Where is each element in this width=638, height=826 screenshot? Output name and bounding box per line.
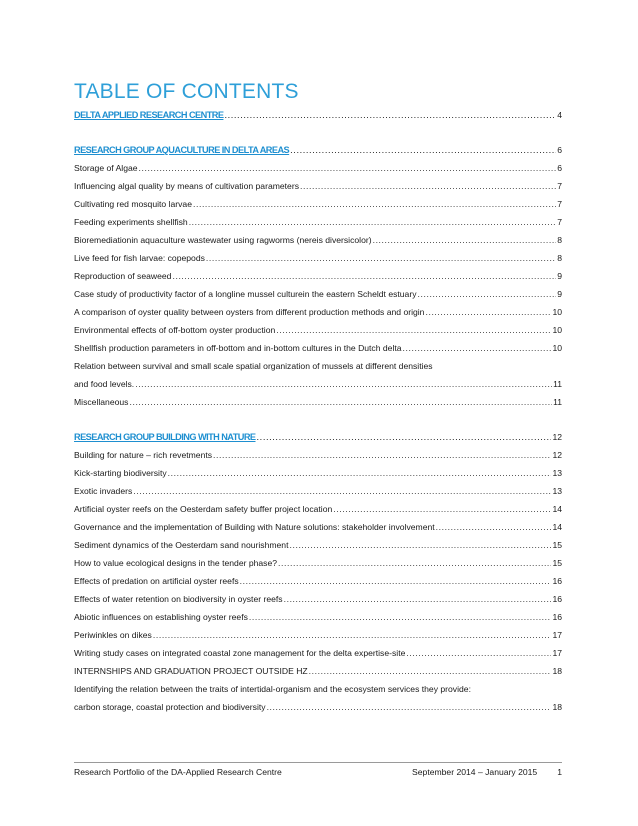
toc-dot-leader [193, 199, 556, 210]
toc-entry[interactable] [74, 630, 562, 648]
toc-entry-title: Cultivating red mosquito larvae [74, 199, 192, 209]
toc-entry[interactable] [74, 558, 562, 576]
toc-entry[interactable] [74, 468, 562, 486]
toc-entry[interactable] [74, 450, 562, 468]
toc-entry-page: 16 [552, 594, 562, 604]
toc-entry[interactable] [74, 504, 562, 522]
toc-dot-leader [249, 612, 552, 623]
toc-entry-title: Periwinkles on dikes [74, 630, 152, 640]
toc-dot-leader [436, 522, 552, 533]
toc-dot-leader [168, 468, 552, 479]
toc-entry-page: 12 [552, 450, 562, 460]
toc-entry-title: and food levels. [74, 379, 135, 389]
toc-entry[interactable] [74, 540, 562, 558]
toc-entry-title: Bioremediationin aquaculture wastewater using ragworms (nereis diversicolor) [74, 235, 372, 245]
toc-entry[interactable] [74, 325, 562, 343]
toc-entry-page: 18 [552, 666, 562, 676]
toc-entry-title: Kick-starting biodiversity [74, 468, 167, 478]
toc-entry[interactable] [74, 612, 562, 630]
toc-entry-title: Environmental effects of off-bottom oyster production [74, 325, 276, 335]
toc-entry-title: Exotic invaders [74, 486, 133, 496]
toc-entry[interactable] [74, 235, 562, 253]
toc-entry-title: Effects of water retention on biodiversity in oyster reefs [74, 594, 283, 604]
toc-entry-page: 15 [552, 558, 562, 568]
page-footer [74, 767, 562, 777]
toc-entry-title: Artificial oyster reefs on the Oesterdam safety buffer project location [74, 504, 333, 514]
toc-entry-page: 17 [552, 648, 562, 658]
toc-entry[interactable] [74, 271, 562, 289]
toc-dot-leader [289, 540, 551, 551]
toc-entry[interactable] [74, 486, 562, 504]
toc-dot-leader [373, 235, 557, 246]
toc-entry-page: 11 [553, 397, 562, 407]
footer-date-range: September 2014 – January 2015 [412, 767, 538, 777]
toc-entry-page: 13 [552, 486, 562, 496]
toc-entry-page: 6 [557, 163, 562, 173]
toc-dot-leader [129, 397, 552, 408]
toc-entry-title: Shellfish production parameters in off-bottom and in-bottom cultures in the Dutch delta [74, 343, 402, 353]
toc-entry[interactable] [74, 307, 562, 325]
toc-dot-leader [309, 666, 552, 677]
toc-entry-title: INTERNSHIPS AND GRADUATION PROJECT OUTSIDE HZ [74, 666, 308, 676]
toc-dot-leader [172, 271, 556, 282]
toc-entry[interactable] [74, 648, 562, 666]
toc-entry-title: Feeding experiments shellfish [74, 217, 188, 227]
toc-entry[interactable] [74, 181, 562, 199]
toc-entry-page: 14 [552, 504, 562, 514]
toc-entry-title: Relation between survival and small scale spatial organization of mussels at different densities [74, 361, 433, 371]
toc-entry-page: 9 [557, 289, 562, 299]
toc-entry-page: 8 [557, 235, 562, 245]
footer-document-title: Research Portfolio of the DA-Applied Research Centre [74, 767, 282, 777]
toc-entry[interactable] [74, 397, 562, 415]
toc-entry-page: 13 [552, 468, 562, 478]
toc-entry-page: 16 [552, 612, 562, 622]
toc-entry-title: Abiotic influences on establishing oyster reefs [74, 612, 248, 622]
toc-entry[interactable] [74, 253, 562, 271]
toc-dot-leader [333, 504, 551, 515]
toc-entry-title: RESEARCH GROUP BUILDING WITH NATURE [74, 432, 256, 442]
toc-list [74, 110, 562, 720]
toc-entry-title: A comparison of oyster quality between oysters from different production methods and origin [74, 307, 425, 317]
toc-dot-leader [213, 450, 551, 461]
toc-dot-leader [189, 217, 557, 228]
toc-entry-title: RESEARCH GROUP AQUACULTURE IN DELTA AREAS [74, 145, 290, 155]
toc-dot-leader [276, 325, 551, 336]
toc-entry-page: 9 [557, 271, 562, 281]
toc-dot-leader [300, 181, 556, 192]
toc-entry-title: Storage of Algae [74, 163, 138, 173]
toc-section-entry[interactable] [74, 110, 562, 128]
toc-entry[interactable] [74, 594, 562, 612]
toc-entry-title: Influencing algal quality by means of cultivation parameters [74, 181, 299, 191]
toc-entry[interactable] [74, 343, 562, 361]
toc-entry-page: 10 [552, 325, 562, 335]
toc-entry-page: 7 [557, 181, 562, 191]
toc-entry-page: 12 [552, 432, 562, 442]
toc-entry-page: 10 [552, 307, 562, 317]
footer-page-number: 1 [557, 767, 562, 777]
toc-dot-leader [257, 432, 552, 443]
toc-dot-leader [240, 576, 552, 587]
toc-dot-leader [267, 702, 552, 713]
toc-entry-page: 7 [557, 199, 562, 209]
toc-dot-leader [139, 163, 557, 174]
toc-entry[interactable] [74, 199, 562, 217]
toc-entry-title: Reproduction of seaweed [74, 271, 172, 281]
toc-entry-page: 10 [552, 343, 562, 353]
toc-entry-title: carbon storage, coastal protection and biodiversity [74, 702, 266, 712]
toc-entry-title: Sediment dynamics of the Oesterdam sand nourishment [74, 540, 289, 550]
toc-entry-title: Miscellaneous [74, 397, 129, 407]
toc-dot-leader [290, 145, 556, 156]
toc-entry-title: Identifying the relation between the traits of intertidal-organism and the ecosystem services they provide: [74, 684, 471, 694]
toc-entry-page: 15 [552, 540, 562, 550]
toc-dot-leader [284, 594, 552, 605]
toc-entry-page: 18 [552, 702, 562, 712]
toc-dot-leader [406, 648, 551, 659]
toc-entry-title: Case study of productivity factor of a longline mussel culturein the eastern Scheldt estuary [74, 289, 417, 299]
toc-title: TABLE OF CONTENTS [74, 80, 299, 103]
toc-entry-title: Effects of predation on artificial oyster reefs [74, 576, 239, 586]
toc-entry-title: How to value ecological designs in the tender phase? [74, 558, 278, 568]
toc-dot-leader [133, 486, 551, 497]
toc-entry-page: 7 [557, 217, 562, 227]
toc-entry[interactable] [74, 217, 562, 235]
toc-entry[interactable] [74, 702, 562, 720]
toc-entry-page: 11 [553, 379, 562, 389]
toc-entry-title: DELTA APPLIED RESEARCH CENTRE [74, 110, 224, 120]
toc-dot-leader [278, 558, 551, 569]
toc-dot-leader [206, 253, 556, 264]
footer-divider [74, 762, 562, 763]
toc-entry-title: Live feed for fish larvae: copepods [74, 253, 205, 263]
toc-entry[interactable] [74, 684, 562, 702]
toc-dot-leader [153, 630, 552, 641]
toc-dot-leader [418, 289, 557, 300]
document-page [74, 0, 562, 826]
toc-entry-title: Building for nature – rich revetments [74, 450, 213, 460]
toc-entry-page: 8 [557, 253, 562, 263]
toc-section-entry[interactable] [74, 145, 562, 163]
toc-entry-page: 6 [557, 145, 562, 155]
toc-entry-page: 14 [552, 522, 562, 532]
toc-dot-leader [224, 110, 556, 121]
toc-dot-leader [425, 307, 551, 318]
toc-entry[interactable] [74, 666, 562, 684]
toc-entry-page: 16 [552, 576, 562, 586]
toc-section-entry[interactable] [74, 432, 562, 450]
toc-entry[interactable] [74, 379, 562, 397]
toc-entry-page: 4 [557, 110, 562, 120]
toc-dot-leader [135, 379, 552, 390]
toc-entry[interactable] [74, 361, 562, 379]
toc-entry[interactable] [74, 289, 562, 307]
toc-entry-title: Writing study cases on integrated coastal zone management for the delta expertise-site [74, 648, 406, 658]
toc-entry[interactable] [74, 576, 562, 594]
toc-entry-page: 17 [552, 630, 562, 640]
toc-entry[interactable] [74, 522, 562, 540]
toc-entry-title: Governance and the implementation of Building with Nature solutions: stakeholder involvement [74, 522, 435, 532]
toc-dot-leader [403, 343, 552, 354]
toc-entry[interactable] [74, 163, 562, 181]
